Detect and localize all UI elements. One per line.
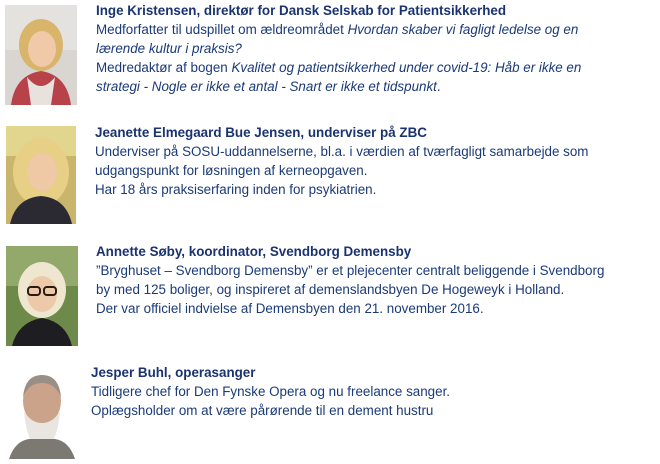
portrait-woman-glasses-icon xyxy=(6,246,78,346)
bio-line: udgangspunkt for løsningen af kerneopgaven. xyxy=(95,163,368,178)
bio-line: Underviser på SOSU-uddannelserne, bl.a. i værdien af tværfagligt samarbejde som xyxy=(95,144,589,159)
bio-line: Har 18 års praksiserfaring inden for psykiatrien. xyxy=(95,182,377,197)
bio-line: Oplægsholder om at være pårørende til en dement hustru xyxy=(91,403,434,418)
speaker-card xyxy=(0,242,660,348)
speaker-text xyxy=(91,363,450,420)
bio-line: strategi - Nogle er ikke et antal - Snart er ikke et tidspunkt. xyxy=(96,79,441,94)
speaker-text xyxy=(96,242,604,318)
bio-line: lærende kultur i praksis? xyxy=(96,41,242,56)
speaker-text xyxy=(96,1,581,96)
portrait-woman-blonde-curly-icon xyxy=(6,126,76,224)
portrait-woman-blonde-icon xyxy=(5,5,77,105)
bio-line: by med 125 boliger, og inspireret af demenslandsbyen De Hogeweyk i Holland. xyxy=(96,282,565,297)
speaker-name: Inge Kristensen, direktør for Dansk Selskab for Patientsikkerhed xyxy=(96,3,507,18)
speaker-card xyxy=(0,0,660,110)
bio-line: ”Bryghuset – Svendborg Demensby” er et plejecenter centralt beliggende i Svendborg xyxy=(96,263,605,278)
speaker-card xyxy=(0,362,660,464)
speaker-name: Annette Søby, koordinator, Svendborg Demensby xyxy=(96,244,412,259)
speaker-text xyxy=(95,123,588,199)
bio-line: Medforfatter til udspillet om ældreområdet Hvordan skaber vi fagligt ledelse og en xyxy=(96,22,579,37)
bio-line: Der var officiel indvielse af Demensbyen den 21. november 2016. xyxy=(96,301,484,316)
speaker-name: Jesper Buhl, operasanger xyxy=(91,365,256,380)
bio-line: Medredaktør af bogen Kvalitet og patientsikkerhed under covid-19: Håb er ikke en xyxy=(96,60,582,75)
speaker-name: Jeanette Elmegaard Bue Jensen, underviser på ZBC xyxy=(95,125,427,140)
portrait-man-beard-icon xyxy=(7,367,77,459)
bio-line: Tidligere chef for Den Fynske Opera og nu freelance sanger. xyxy=(91,384,451,399)
speaker-card xyxy=(0,124,660,228)
